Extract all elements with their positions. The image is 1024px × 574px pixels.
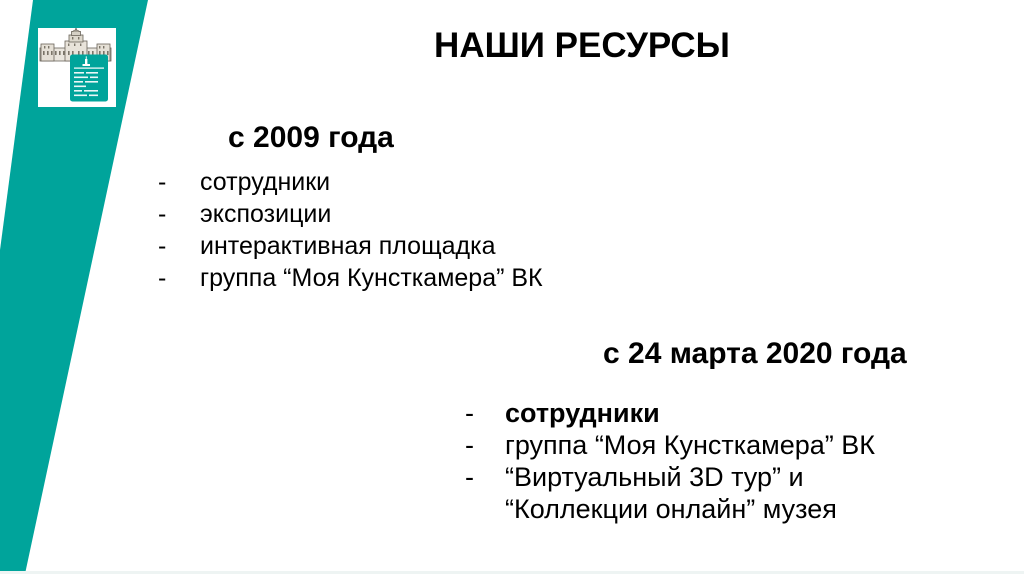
dash-bullet: - xyxy=(465,462,474,492)
list-item xyxy=(465,397,875,429)
dash-bullet: - xyxy=(158,264,167,292)
list-item-text: группа “Моя Кунсткамера” ВК xyxy=(505,430,876,460)
dash-bullet: - xyxy=(158,232,167,260)
list-item-text: сотрудники xyxy=(200,168,331,196)
kunstkamera-logo xyxy=(38,28,116,107)
dash-bullet: - xyxy=(465,430,474,460)
list-item xyxy=(465,429,875,461)
dash-bullet: - xyxy=(158,200,167,228)
kunstkamera-building-icon xyxy=(38,28,116,107)
slide-title: НАШИ РЕСУРСЫ xyxy=(434,26,730,65)
list-item xyxy=(158,262,543,294)
list-item-text: экспозиции xyxy=(200,200,332,228)
logo-card xyxy=(70,55,108,102)
dash-bullet: - xyxy=(465,398,474,428)
list-item-text: “Коллекции онлайн” музея xyxy=(505,494,837,524)
section-2009-list xyxy=(158,166,543,294)
list-item-text: сотрудники xyxy=(505,398,660,428)
list-item xyxy=(158,166,543,198)
list-item-text: группа “Моя Кунсткамера” ВК xyxy=(200,264,543,292)
list-item xyxy=(465,461,875,493)
list-item-continuation xyxy=(465,493,875,525)
section-2009-heading: с 2009 года xyxy=(228,121,394,154)
section-2020-heading: с 24 марта 2020 года xyxy=(603,337,907,370)
list-item-text: “Виртуальный 3D тур” и xyxy=(505,462,804,492)
list-item-text: интерактивная площадка xyxy=(200,232,496,260)
list-item xyxy=(158,198,543,230)
list-item xyxy=(158,230,543,262)
section-2020-list xyxy=(465,397,875,525)
dash-bullet: - xyxy=(158,168,167,196)
